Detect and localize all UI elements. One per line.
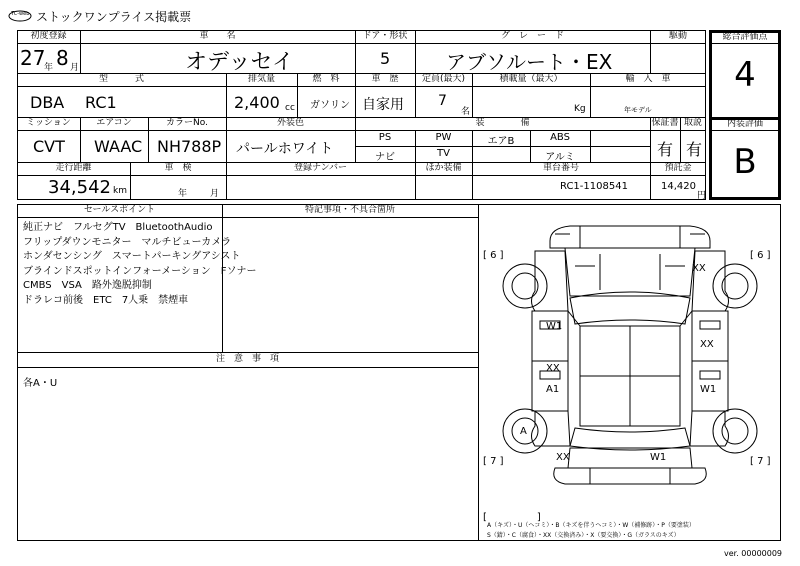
mark-left-rear-door-upper: XX [546,363,560,374]
label-exterior-color: 外装色 [276,118,304,128]
load-unit: Kg [574,104,586,114]
label-inspection: 車 検 [164,163,192,173]
deposit-unit: 円 [697,191,707,201]
warranty-value: 有 [657,140,674,159]
sales-point-line: フリップダウンモニター マルチビューカメラ [23,236,232,248]
bracket-right-7: [ 7 ] [750,456,771,467]
sales-point-line: ホンダセンシング スマートパーキングアシスト [23,251,241,262]
label-displacement: 排気量 [247,74,275,84]
label-history: 車 歴 [371,74,399,84]
bracket-right-6: [ 6 ] [750,250,771,261]
legend-line-2: S（錆）・C（腐食）・XX（交換済み）・X（要交換）・G（ガラスのキズ） [487,532,680,539]
label-manual: 取説 [683,118,702,128]
equip-navi: ナビ [375,152,395,163]
label-chassis: 車台番号 [542,163,579,173]
sales-point-line: CMBS VSA 路外逸脱抑制 [23,280,152,291]
label-capacity: 定員(最大) [421,74,466,84]
caution-text: 各A・U [23,378,58,389]
first-reg-month-unit: 月 [70,63,80,73]
label-reg-number: 登録ナンバー [294,163,347,173]
page-title: ストックワンプライス掲載票 [36,10,192,24]
mark-right-rear-door: W1 [700,384,717,395]
label-equipment: 装 備 [475,118,530,128]
inspection-month-unit: 月 [210,189,220,199]
vehicle-diagram [480,206,780,496]
car-name: オデッセイ [185,50,294,75]
bracket-bottom: [ ] [483,512,541,523]
deposit-value: 14,420 [661,181,696,192]
label-color-no: カラーNo. [166,118,208,128]
mark-left-rear-door-lower: A1 [546,384,560,395]
equip-abs: ABS [550,132,570,143]
logo [8,8,32,22]
fuel-value: ガソリン [310,100,350,111]
mark-left-rear-wheel: A [520,426,527,437]
mission-value: CVT [33,137,65,156]
equip-alloy: アルミ [545,152,575,163]
overall-score: 4 [734,55,756,95]
label-first-reg: 初度登録 [30,31,67,41]
capacity-value: 7 [438,93,447,109]
label-door-shape: ドア・形状 [362,31,408,41]
mileage-unit: km [113,186,127,196]
label-fuel: 燃 料 [312,74,340,84]
equip-pw: PW [435,132,452,143]
mark-left-front-door: W1 [546,321,563,332]
label-other-equipment: ほか装備 [425,163,462,173]
equip-airbag: エアB [487,136,515,147]
label-grade: グ レ ー ド [500,31,564,41]
first-reg-month: 8 [56,46,69,70]
bracket-left-7: [ 7 ] [483,456,504,467]
equip-tv: TV [437,148,450,159]
label-overall-score: 総合評価点 [722,32,768,42]
label-sales-points: セールスポイント [83,205,156,215]
label-aircon: エアコン [96,118,132,128]
label-car-name: 車 名 [199,31,236,41]
capacity-unit: 名 [461,107,471,117]
first-reg-year-unit: 年 [44,63,54,73]
label-caution: 注 意 事 項 [215,354,279,364]
logo-text: TC-web [11,11,30,17]
sales-points-list [23,221,256,308]
color-no-value: NH788P [157,137,222,156]
label-special-notes: 特記事項・不具合箇所 [304,205,395,215]
label-model: 型 式 [98,74,144,84]
displacement-value: 2,400 [234,93,280,112]
legend-line-1: A（キズ）・U（ヘコミ）・B（キズを伴うヘコミ）・W（補修跡）・P（要塗装） [487,522,695,529]
manual-value: 有 [686,140,703,159]
grade-value: アブソルート・EX [446,50,613,74]
inspection-year-unit: 年 [178,189,188,199]
history-value: 自家用 [362,97,404,113]
mark-rear-right: W1 [650,452,667,463]
mark-right-front-door: XX [700,339,714,350]
aircon-value: WAAC [94,137,143,156]
label-load: 積載量（最大） [499,74,563,84]
displacement-unit: cc [285,103,295,113]
label-mileage: 走行距離 [55,163,92,173]
first-reg-year: 27 [20,46,46,70]
label-interior-score: 内装評価 [726,119,763,129]
label-mission: ミッション [26,118,71,128]
equip-ps: PS [378,132,392,143]
door-count: 5 [380,49,391,68]
label-import: 輸 入 車 [625,74,671,84]
exterior-color-value: パールホワイト [236,141,334,157]
sales-point-line: ブラインドスポットインフォーメーション Fソナー [23,265,257,277]
label-warranty: 保証書 [651,118,679,128]
label-drive: 駆動 [668,31,687,41]
chassis-number: RC1-1108541 [560,181,628,192]
label-deposit: 預託金 [664,163,692,173]
model-prefix: DBA [30,93,65,112]
mileage-value: 34,542 [48,177,111,198]
version-label: ver. 00000009 [724,549,783,558]
mark-rear-left: XX [556,452,570,463]
model-value: RC1 [85,93,117,112]
sales-point-line: ドラレコ前後 ETC 7人乗 禁煙車 [23,294,189,306]
interior-score: B [733,142,757,182]
bracket-left-6: [ 6 ] [483,250,504,261]
import-note: 年モデル [624,106,652,114]
sales-point-line: 純正ナビ フルセグTV BluetoothAudio [23,222,213,233]
mark-front-right-fender: XX [692,263,706,274]
